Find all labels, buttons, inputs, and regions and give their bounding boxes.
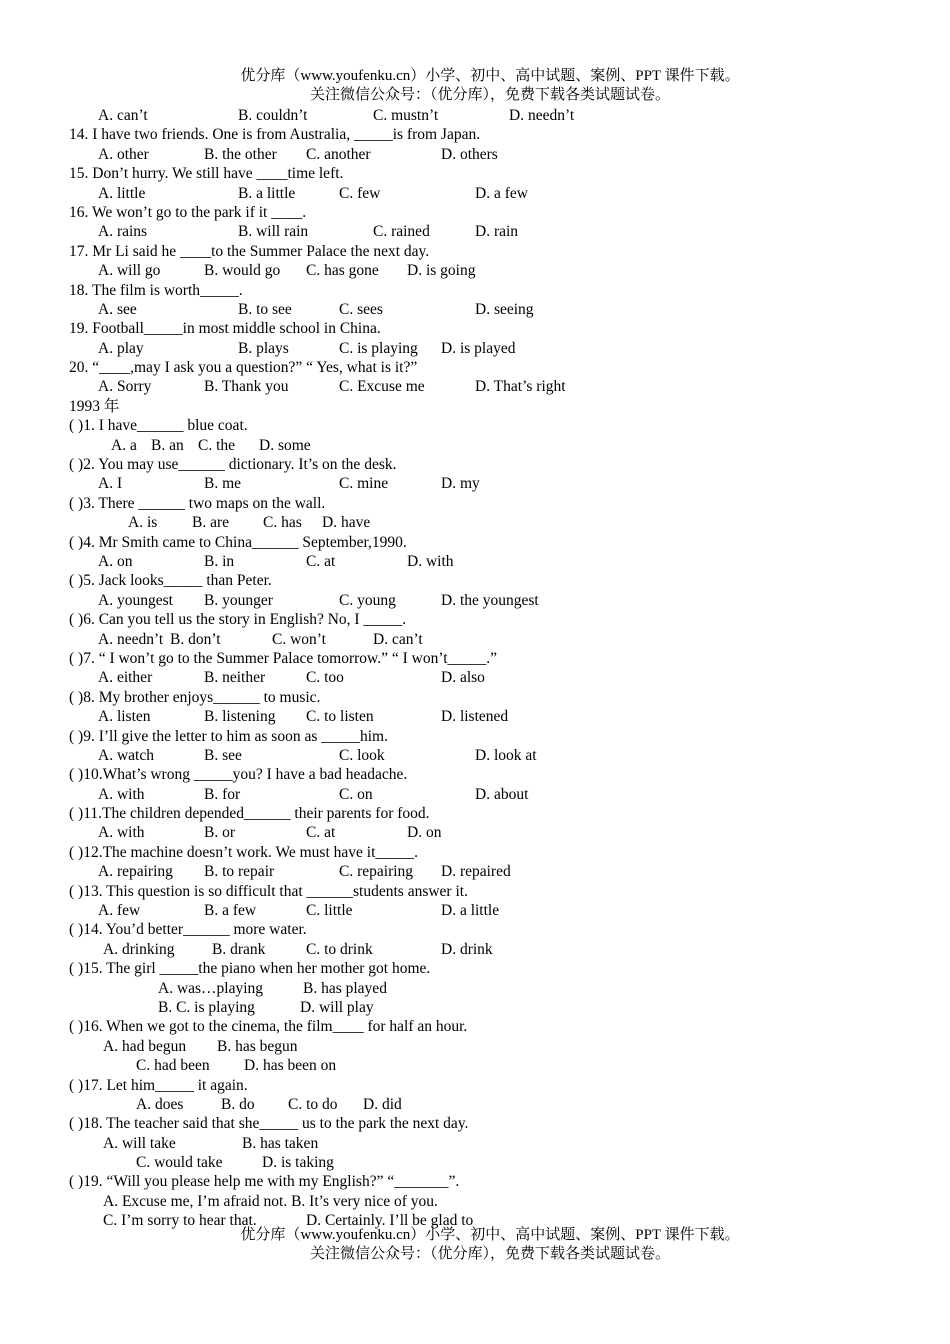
question-text: ( )17. Let him_____ it again. bbox=[69, 1076, 248, 1094]
question-line bbox=[0, 707, 950, 726]
question-line bbox=[0, 979, 950, 998]
option-text: D. is taking bbox=[262, 1154, 334, 1172]
question-text: 19. Football_____in most middle school in China. bbox=[69, 320, 381, 338]
option-text: B. plays bbox=[238, 339, 289, 357]
option-text: B. neither bbox=[204, 669, 266, 687]
question-line bbox=[0, 1095, 950, 1114]
question-line bbox=[0, 1134, 950, 1153]
option-text: B. listening bbox=[204, 708, 276, 726]
option-text: B. a few bbox=[204, 902, 257, 920]
option-text: A. either bbox=[98, 669, 153, 687]
option-text: C. to listen bbox=[306, 708, 374, 726]
option-text: A. with bbox=[98, 824, 145, 842]
question-text: 17. Mr Li said he ____to the Summer Palace the next day. bbox=[69, 242, 430, 260]
option-text: B. see bbox=[204, 746, 242, 764]
option-text: B. to repair bbox=[204, 863, 275, 881]
option-text: C. at bbox=[306, 824, 336, 842]
option-text: D. with bbox=[407, 552, 454, 570]
question-line bbox=[0, 164, 950, 183]
question-line bbox=[0, 436, 950, 455]
option-text: D. That’s right bbox=[475, 378, 566, 396]
option-text: B. drank bbox=[212, 940, 266, 958]
option-text: D. can’t bbox=[373, 630, 423, 648]
question-text: ( )1. I have______ blue coat. bbox=[69, 417, 248, 435]
question-line bbox=[0, 339, 950, 358]
question-line bbox=[0, 1192, 950, 1211]
option-text: D. on bbox=[407, 824, 442, 842]
question-text: 20. “____,may I ask you a question?” “ Yes, what is it?” bbox=[69, 359, 418, 377]
option-text: D. has been on bbox=[244, 1057, 337, 1075]
option-text: B. the other bbox=[204, 145, 277, 163]
question-line bbox=[0, 474, 950, 493]
option-text: B. would go bbox=[204, 262, 281, 280]
option-text: D. repaired bbox=[441, 863, 511, 881]
question-text: ( )10.What’s wrong _____you? I have a bad headache. bbox=[69, 766, 408, 784]
question-line bbox=[0, 184, 950, 203]
option-text: C. few bbox=[339, 184, 381, 202]
question-text: ( )9. I’ll give the letter to him as soon as _____him. bbox=[69, 727, 388, 745]
question-line bbox=[0, 630, 950, 649]
option-text: A. little bbox=[98, 184, 146, 202]
question-line bbox=[0, 959, 950, 978]
question-line bbox=[0, 804, 950, 823]
question-line bbox=[0, 242, 950, 261]
option-text: D. a little bbox=[441, 902, 500, 920]
question-line bbox=[0, 668, 950, 687]
question-line bbox=[0, 998, 950, 1017]
option-text: A. needn’t bbox=[98, 630, 164, 648]
option-text: D. about bbox=[475, 785, 529, 803]
option-text: C. another bbox=[306, 145, 371, 163]
option-text: C. has bbox=[263, 514, 302, 532]
question-line bbox=[0, 920, 950, 939]
question-text: ( )7. “ I won’t go to the Summer Palace tomorrow.” “ I won’t_____.” bbox=[69, 649, 498, 667]
question-line bbox=[0, 145, 950, 164]
question-line bbox=[0, 222, 950, 241]
question-text: ( )3. There ______ two maps on the wall. bbox=[69, 494, 326, 512]
question-text: 15. Don’t hurry. We still have ____time left. bbox=[69, 165, 344, 183]
option-text: C. is playing bbox=[339, 339, 418, 357]
option-text: C. little bbox=[306, 902, 353, 920]
option-text: C. to do bbox=[288, 1095, 338, 1113]
option-text: C. mustn’t bbox=[373, 107, 439, 124]
option-text: B. couldn’t bbox=[238, 107, 308, 124]
option-text: C. won’t bbox=[272, 630, 326, 648]
question-line bbox=[0, 785, 950, 804]
option-text: B. has taken bbox=[242, 1134, 319, 1152]
question-text: 16. We won’t go to the park if it ____. bbox=[69, 203, 307, 221]
question-line bbox=[0, 746, 950, 765]
option-text: B. me bbox=[204, 475, 242, 493]
question-text: ( )19. “Will you please help me with my English?” “_______”. bbox=[69, 1173, 460, 1191]
question-line bbox=[0, 1114, 950, 1133]
option-text: D. also bbox=[441, 669, 485, 687]
question-line bbox=[0, 862, 950, 881]
header-line-1: 优分库（www.youfenku.cn）小学、初中、高中试题、案例、PPT 课件下载。 bbox=[240, 68, 740, 84]
question-line bbox=[0, 397, 950, 416]
footer-line-2: 关注微信公众号：（优分库），免费下载各类试题试卷。 bbox=[309, 1246, 670, 1263]
question-line bbox=[0, 358, 950, 377]
question-text: ( )12.The machine doesn’t work. We must have it_____. bbox=[69, 843, 419, 861]
option-text: A. had begun bbox=[103, 1037, 187, 1055]
question-line bbox=[0, 843, 950, 862]
option-text: B. has begun bbox=[217, 1037, 298, 1055]
question-line bbox=[0, 300, 950, 319]
option-text: A. rains bbox=[98, 223, 148, 241]
option-text: A. few bbox=[98, 902, 141, 920]
option-text: D. look at bbox=[475, 746, 537, 764]
option-text: C. has gone bbox=[306, 262, 379, 280]
option-text: D. did bbox=[363, 1095, 402, 1113]
exam-questions bbox=[0, 106, 950, 1231]
question-text: ( )16. When we got to the cinema, the film____ for half an hour. bbox=[69, 1018, 468, 1036]
question-line bbox=[0, 610, 950, 629]
option-text: A. watch bbox=[98, 746, 154, 764]
option-text: B. C. is playing bbox=[158, 998, 255, 1016]
question-text: 18. The film is worth_____. bbox=[69, 281, 243, 299]
option-text: A. will go bbox=[98, 262, 161, 280]
question-line bbox=[0, 281, 950, 300]
option-text: D. rain bbox=[475, 223, 519, 241]
question-line bbox=[0, 1017, 950, 1036]
question-line bbox=[0, 649, 950, 668]
option-text: C. rained bbox=[373, 223, 430, 241]
option-text: C. at bbox=[306, 552, 336, 570]
question-text: ( )2. You may use______ dictionary. It’s on the desk. bbox=[69, 456, 397, 474]
question-line bbox=[0, 455, 950, 474]
question-line bbox=[0, 688, 950, 707]
option-text: D. listened bbox=[441, 708, 509, 726]
question-line bbox=[0, 823, 950, 842]
option-text: D. is going bbox=[407, 262, 476, 280]
option-text: C. on bbox=[339, 785, 373, 803]
question-line bbox=[0, 319, 950, 338]
option-text: D. the youngest bbox=[441, 591, 539, 609]
option-text: B. to see bbox=[238, 300, 292, 318]
option-text: B. Thank you bbox=[204, 378, 289, 396]
option-text: B. do bbox=[221, 1095, 255, 1113]
option-text: D. my bbox=[441, 475, 480, 493]
option-text: A. with bbox=[98, 785, 145, 803]
question-line bbox=[0, 1037, 950, 1056]
option-text: A. can’t bbox=[98, 107, 148, 124]
question-line bbox=[0, 727, 950, 746]
option-text: D. have bbox=[322, 514, 371, 532]
question-text: 1993 年 bbox=[69, 397, 120, 415]
question-line bbox=[0, 571, 950, 590]
question-text: ( )15. The girl _____the piano when her mother got home. bbox=[69, 960, 431, 978]
question-text: ( )4. Mr Smith came to China______ September,1990. bbox=[69, 533, 407, 551]
option-text: A. see bbox=[98, 300, 137, 318]
question-line bbox=[0, 125, 950, 144]
option-text: A. drinking bbox=[103, 940, 175, 958]
option-text: B. younger bbox=[204, 591, 273, 609]
option-text: B. don’t bbox=[170, 630, 221, 648]
option-text: C. the bbox=[198, 436, 236, 454]
question-text: ( )8. My brother enjoys______ to music. bbox=[69, 688, 321, 706]
option-text: A. is bbox=[128, 514, 158, 532]
question-text: ( )18. The teacher said that she_____ us to the park the next day. bbox=[69, 1115, 469, 1133]
question-line bbox=[0, 106, 950, 125]
question-line bbox=[0, 1153, 950, 1172]
option-text: D. a few bbox=[475, 184, 528, 202]
page-footer bbox=[0, 1226, 950, 1265]
question-text: ( )14. You’d better______ more water. bbox=[69, 921, 307, 939]
option-text: D. drink bbox=[441, 940, 493, 958]
option-text: C. look bbox=[339, 746, 385, 764]
question-line bbox=[0, 261, 950, 280]
option-text: D. seeing bbox=[475, 300, 534, 318]
option-text: B. has played bbox=[303, 979, 387, 997]
option-text: A. youngest bbox=[98, 591, 173, 609]
option-text: A. does bbox=[136, 1095, 184, 1113]
option-text: A. repairing bbox=[98, 863, 173, 881]
option-text: D. needn’t bbox=[509, 107, 575, 124]
option-text: C. I’m sorry to hear that. bbox=[103, 1212, 257, 1230]
question-line bbox=[0, 901, 950, 920]
option-text: B. an bbox=[151, 436, 184, 454]
question-text: 14. I have two friends. One is from Australia, _____is from Japan. bbox=[69, 126, 481, 144]
option-text: A. was…playing bbox=[158, 979, 264, 997]
option-text: B. or bbox=[204, 824, 235, 842]
option-text: A. on bbox=[98, 552, 133, 570]
question-line bbox=[0, 1056, 950, 1075]
question-line bbox=[0, 377, 950, 396]
option-text: B. in bbox=[204, 552, 235, 570]
option-text: A. a bbox=[111, 436, 137, 454]
option-text: A. other bbox=[98, 145, 149, 163]
option-text: B. a little bbox=[238, 184, 296, 202]
question-line bbox=[0, 533, 950, 552]
option-text: A. Sorry bbox=[98, 378, 152, 396]
question-line bbox=[0, 1172, 950, 1191]
question-line bbox=[0, 416, 950, 435]
option-text: D. is played bbox=[441, 339, 516, 357]
question-text: A. Excuse me, I’m afraid not. B. It’s very nice of you. bbox=[103, 1192, 438, 1210]
option-text: D. others bbox=[441, 145, 498, 163]
question-line bbox=[0, 494, 950, 513]
option-text: A. will take bbox=[103, 1134, 176, 1152]
option-text: B. are bbox=[192, 514, 230, 532]
question-line bbox=[0, 203, 950, 222]
option-text: C. had been bbox=[136, 1057, 210, 1075]
page-header bbox=[0, 67, 950, 106]
question-line bbox=[0, 591, 950, 610]
question-text: ( )6. Can you tell us the story in English? No, I _____. bbox=[69, 611, 407, 629]
option-text: C. to drink bbox=[306, 940, 373, 958]
option-text: C. would take bbox=[136, 1154, 223, 1172]
option-text: A. play bbox=[98, 339, 144, 357]
question-line bbox=[0, 1076, 950, 1095]
question-line bbox=[0, 940, 950, 959]
option-text: B. for bbox=[204, 785, 241, 803]
option-text: C. repairing bbox=[339, 863, 414, 881]
option-text: C. young bbox=[339, 591, 396, 609]
option-text: C. too bbox=[306, 669, 344, 687]
question-text: ( )5. Jack looks_____ than Peter. bbox=[69, 572, 272, 590]
option-text: C. mine bbox=[339, 475, 389, 493]
option-text: C. sees bbox=[339, 300, 383, 318]
footer-line-1: 优分库（www.youfenku.cn）小学、初中、高中试题、案例、PPT 课件下载。 bbox=[240, 1227, 740, 1243]
question-text: ( )13. This question is so difficult that ______students answer it. bbox=[69, 882, 468, 900]
question-text: ( )11.The children depended______ their parents for food. bbox=[69, 805, 430, 823]
option-text: D. Certainly. I’ll be glad to bbox=[306, 1212, 474, 1230]
option-text: D. will play bbox=[300, 998, 374, 1016]
option-text: C. Excuse me bbox=[339, 378, 425, 396]
question-line bbox=[0, 552, 950, 571]
option-text: A. listen bbox=[98, 708, 151, 726]
question-line bbox=[0, 765, 950, 784]
question-line bbox=[0, 882, 950, 901]
option-text: A. I bbox=[98, 475, 123, 493]
option-text: B. will rain bbox=[238, 223, 309, 241]
option-text: D. some bbox=[259, 436, 311, 454]
header-line-2: 关注微信公众号：（优分库），免费下载各类试题试卷。 bbox=[309, 87, 670, 104]
question-line bbox=[0, 513, 950, 532]
